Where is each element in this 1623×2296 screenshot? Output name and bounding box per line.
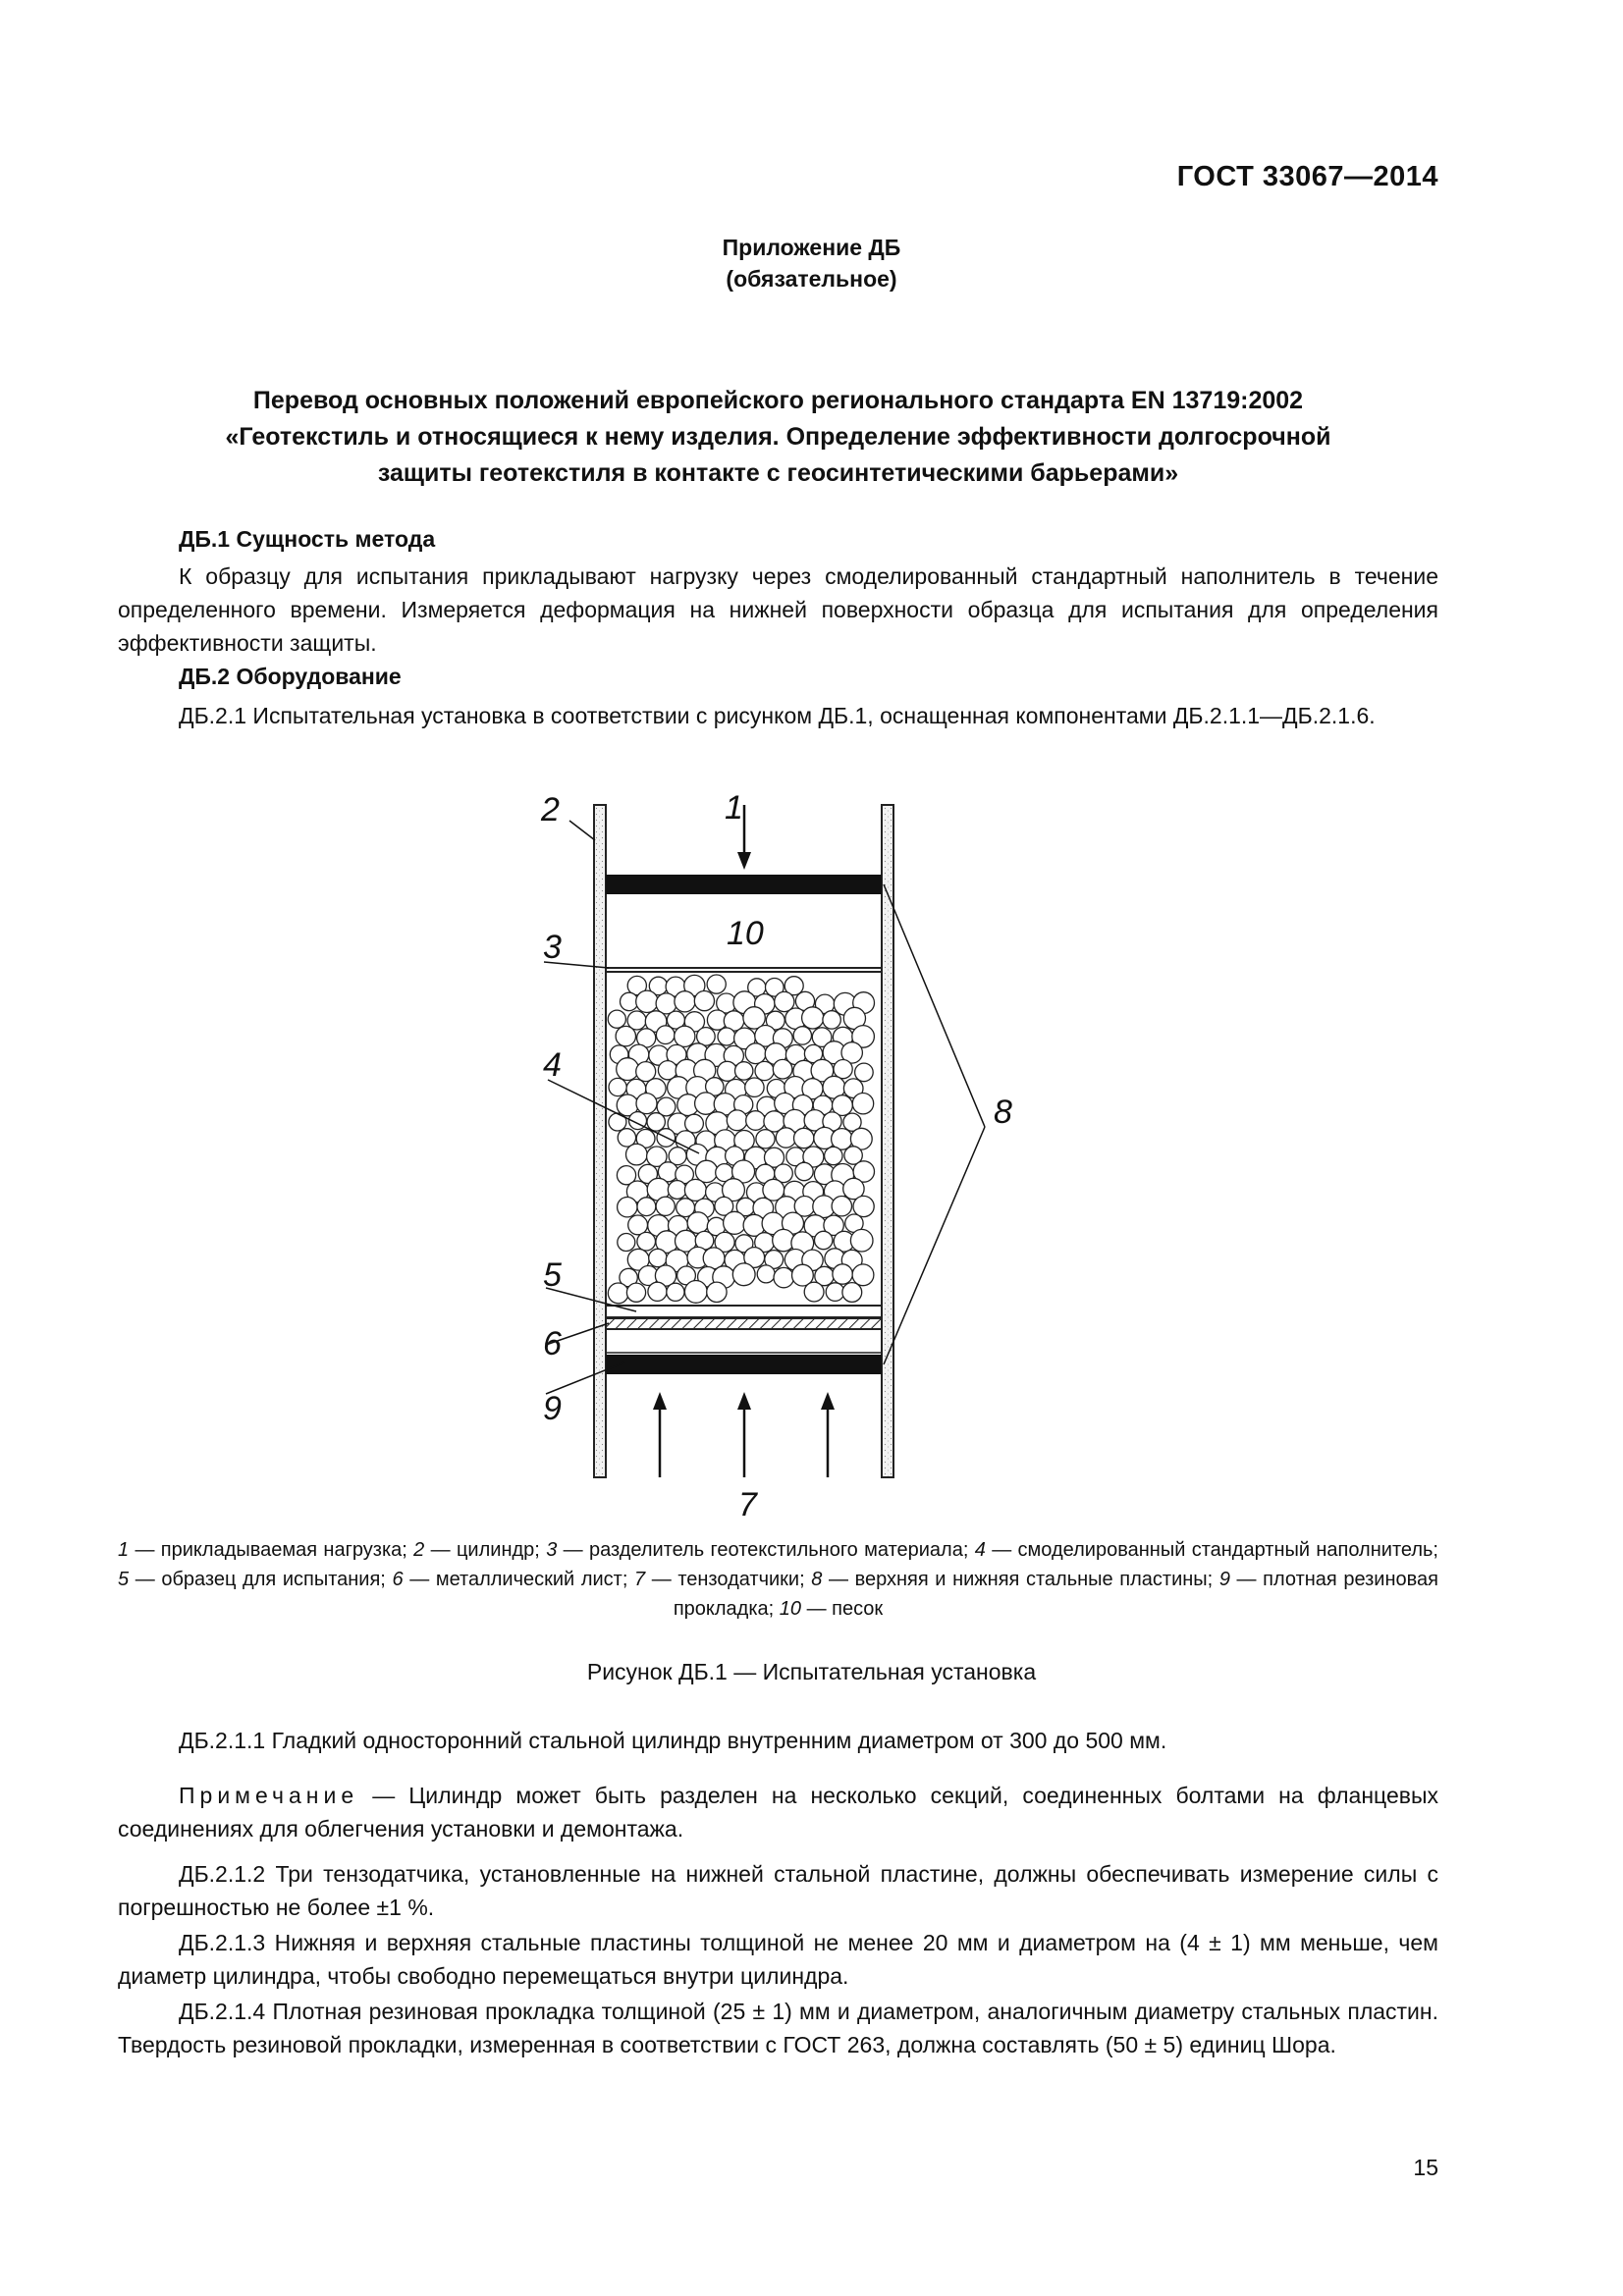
fill-particle xyxy=(757,1265,775,1283)
label-9: 9 xyxy=(543,1390,562,1427)
fill-particle xyxy=(804,1282,824,1302)
fill-particle xyxy=(707,975,726,993)
fill-particle xyxy=(823,1011,840,1029)
fill-particle xyxy=(815,1231,833,1249)
fill-particle xyxy=(850,1229,873,1252)
label-8: 8 xyxy=(994,1094,1012,1131)
fill-particle xyxy=(735,1062,753,1080)
label-5: 5 xyxy=(543,1256,562,1294)
fill-particle xyxy=(668,1181,686,1200)
metal-sheet xyxy=(606,1318,882,1329)
fill-particle xyxy=(855,1063,874,1082)
fill-particle xyxy=(833,1264,852,1284)
fill-particle xyxy=(773,1059,792,1079)
fill-particle xyxy=(628,1215,648,1235)
legend-item: 6 — металлический лист; xyxy=(392,1569,634,1590)
document-title xyxy=(118,383,1438,492)
note-text: — Цилиндр может быть разделен на несколько секций, соединенных болтами на фланцевых соединениях для облегчения установки и демонтажа. xyxy=(118,1783,1438,1842)
label-6: 6 xyxy=(543,1325,562,1362)
top-steel-plate xyxy=(606,875,882,894)
fill-particle xyxy=(626,1283,645,1302)
section-text-db1: К образцу для испытания прикладывают нагрузку через смоделированный стандартный наполнитель в течение определенного времени. Измеряется деформация на нижней поверхности образца для испытания для определения эффективности защиты. xyxy=(118,563,1438,656)
fill-particle xyxy=(636,990,658,1012)
appendix-title: Приложение ДБ xyxy=(722,235,901,260)
fill-particle xyxy=(802,1007,824,1029)
fill-particle xyxy=(794,1128,814,1148)
fill-particle xyxy=(724,1211,746,1234)
fill-particle xyxy=(707,1282,727,1302)
fill-particle xyxy=(745,1078,764,1096)
fill-particle xyxy=(637,1198,656,1216)
test-specimen xyxy=(606,1306,882,1317)
fill-particle xyxy=(727,1110,747,1131)
fill-particle xyxy=(756,1130,775,1148)
section-heading-db1: ДБ.1 Сущность метода xyxy=(179,526,436,552)
note xyxy=(118,1779,1438,1845)
fill-particle xyxy=(795,1162,813,1180)
label-4: 4 xyxy=(543,1046,562,1084)
fill-particle xyxy=(826,1283,844,1302)
legend-item: 10 — песок xyxy=(779,1598,884,1620)
item-db-2-1-3: ДБ.2.1.3 Нижняя и верхняя стальные пластины толщиной не менее 20 мм и диаметром на (4 ± 1) мм меньше, чем диаметр цилиндра, чтобы свободно перемещаться внутри цилиндра. xyxy=(118,1930,1438,1989)
fill-particle xyxy=(637,1232,656,1251)
fill-particle xyxy=(649,1249,667,1266)
page-number: 15 xyxy=(1413,2155,1438,2180)
label-3: 3 xyxy=(543,929,562,966)
fill-particle xyxy=(684,1179,706,1201)
legend-item: 7 — тензодатчики; xyxy=(634,1569,812,1590)
legend-item: 5 — образец для испытания; xyxy=(118,1569,393,1590)
fill-particle xyxy=(675,991,695,1012)
title-line: «Геотекстиль и относящиеся к нему изделия. Определение эффективности долгосрочной xyxy=(225,423,1331,451)
appendix-status: (обязательное) xyxy=(726,266,897,292)
fill-particle xyxy=(732,1263,755,1286)
fill-particle xyxy=(616,1026,635,1045)
fill-particle xyxy=(608,1283,628,1304)
fill-particle xyxy=(745,1043,766,1064)
bottom-steel-plate xyxy=(606,1355,882,1374)
fill-particle xyxy=(675,1026,695,1046)
fill-particle xyxy=(609,1078,626,1095)
fill-particle xyxy=(853,1196,874,1216)
title-line: защиты геотекстиля в контакте с геосинтетическими барьерами» xyxy=(377,459,1179,487)
fill-particle xyxy=(695,1160,717,1182)
fill-particle xyxy=(776,1128,795,1148)
title-line: Перевод основных положений европейского регионального стандарта EN 13719:2002 xyxy=(252,387,1304,414)
fill-particle xyxy=(718,1061,737,1081)
legend-item: 4 — смоделированный стандартный наполнитель; xyxy=(974,1539,1438,1561)
fill-particle xyxy=(825,1147,842,1164)
cylinder-right-wall xyxy=(882,805,893,1477)
fill-particle xyxy=(656,1197,675,1215)
section-heading-db2: ДБ.2 Оборудование xyxy=(179,664,402,689)
fill-particle xyxy=(618,1234,635,1252)
fill-particle xyxy=(842,1283,862,1303)
fill-particle xyxy=(832,1197,851,1216)
appendix-header xyxy=(0,232,1623,294)
label-10: 10 xyxy=(727,915,764,952)
fill-particle xyxy=(834,1060,852,1079)
fill-particle xyxy=(793,1027,811,1044)
legend-item: 9 — плотная резиновая прокладка; xyxy=(673,1569,1438,1620)
fill-particle xyxy=(755,1061,774,1080)
note-label: Примечание xyxy=(179,1783,359,1808)
fill-particle xyxy=(694,991,714,1011)
fill-particle xyxy=(774,1267,793,1287)
fill-particle xyxy=(609,1113,626,1131)
fill-particle xyxy=(746,1111,766,1131)
item-db-2-1-1: ДБ.2.1.1 Гладкий односторонний стальной цилиндр внутренним диаметром от 300 до 500 мм. xyxy=(179,1728,1167,1753)
label-2: 2 xyxy=(541,791,560,828)
cylinder-left-wall xyxy=(594,805,606,1477)
fill-particle xyxy=(617,1058,639,1081)
section-text-db2: ДБ.2.1 Испытательная установка в соответствии с рисунком ДБ.1, оснащенная компонентами ДБ.2.1.1—ДБ.2.1.6. xyxy=(179,703,1376,728)
fill-particle xyxy=(626,1144,648,1165)
fill-particle xyxy=(656,1026,675,1044)
fill-particle xyxy=(718,1028,735,1045)
fill-particle xyxy=(636,1094,657,1114)
legend-item: 8 — верхняя и нижняя стальные пластины; xyxy=(811,1569,1219,1590)
figure-legend xyxy=(118,1535,1438,1624)
test-setup-figure xyxy=(520,785,1070,1531)
label-7: 7 xyxy=(738,1486,757,1523)
fill-particle xyxy=(608,1010,625,1028)
legend-item: 2 — цилиндр; xyxy=(413,1539,547,1561)
fill-particle xyxy=(667,1283,684,1301)
legend-item: 1 — прикладываемая нагрузка; xyxy=(118,1539,414,1561)
fill-particle xyxy=(852,1094,873,1114)
fill-particle xyxy=(648,1282,667,1301)
fill-particle xyxy=(647,1113,665,1131)
fill-particle xyxy=(852,1264,874,1286)
fill-particle xyxy=(618,1198,637,1217)
load-cell-arrows xyxy=(653,1392,835,1477)
legend-item: 3 — разделитель геотекстильного материала; xyxy=(546,1539,975,1561)
standard-number: ГОСТ 33067—2014 xyxy=(1176,161,1438,192)
fill-particle xyxy=(684,1281,707,1304)
figure-caption: Рисунок ДБ.1 — Испытательная установка xyxy=(586,1659,1037,1684)
fill-particle xyxy=(685,1114,704,1133)
item-db-2-1-4: ДБ.2.1.4 Плотная резиновая прокладка толщиной (25 ± 1) мм и диаметром, аналогичным диаметру стальных пластин. Твердость резиновой прокладки, измеренная в соответствии с ГОСТ 263, должна составлять (50 ± 5) единиц Шора. xyxy=(118,1999,1438,2057)
fill-particle xyxy=(687,1212,709,1234)
item-db-2-1-2: ДБ.2.1.2 Три тензодатчика, установленные на нижней стальной пластине, должны обеспечивать измерение силы с погрешностью не более ±1 %. xyxy=(118,1861,1438,1920)
label-1: 1 xyxy=(725,789,743,827)
simulated-fill xyxy=(608,975,874,1304)
